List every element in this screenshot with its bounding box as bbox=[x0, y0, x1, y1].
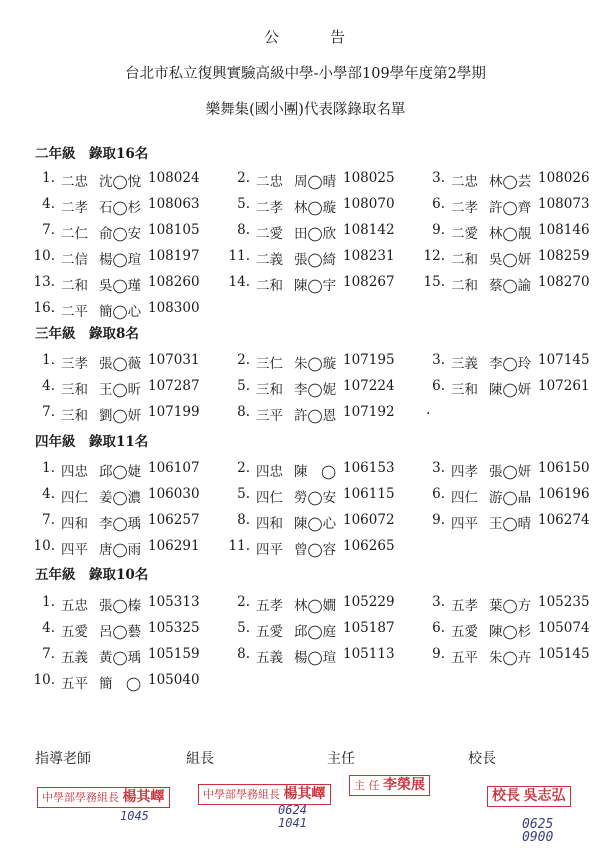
class-name: 四平 bbox=[61, 542, 88, 558]
student-id: 108105 bbox=[148, 222, 200, 238]
title-char-1: 公 bbox=[263, 28, 281, 46]
student-id: 105229 bbox=[343, 594, 395, 610]
entry-number: 1. bbox=[42, 594, 55, 610]
student-id: 105235 bbox=[538, 594, 590, 610]
class-name: 三和 bbox=[61, 408, 88, 424]
student-id: 108025 bbox=[343, 170, 395, 186]
class-name: 三和 bbox=[61, 382, 88, 398]
student-name: 勞◯安 bbox=[294, 490, 337, 506]
entry-number: 8. bbox=[237, 512, 250, 528]
student-name: 張◯妍 bbox=[489, 464, 532, 480]
student-id: 105074 bbox=[538, 620, 590, 636]
student-id: 106153 bbox=[343, 460, 395, 476]
student-id: 107287 bbox=[148, 378, 200, 394]
student-id: 106291 bbox=[148, 538, 200, 554]
entry-number: 5. bbox=[237, 196, 250, 212]
table-row bbox=[0, 378, 611, 398]
class-name: 二愛 bbox=[451, 226, 478, 242]
student-id: 105113 bbox=[343, 646, 395, 662]
student-id: 108063 bbox=[148, 196, 200, 212]
table-row bbox=[0, 248, 611, 268]
class-name: 二義 bbox=[256, 252, 283, 268]
class-name: 五愛 bbox=[61, 624, 88, 640]
signature-label-director: 主任 bbox=[327, 751, 355, 767]
student-name: 張◯薇 bbox=[99, 356, 142, 372]
entry-number: 8. bbox=[237, 646, 250, 662]
table-row bbox=[0, 486, 611, 506]
student-id: 106257 bbox=[148, 512, 200, 528]
student-id: 108260 bbox=[148, 274, 200, 290]
entry-number: 10. bbox=[33, 672, 55, 688]
grade-section-heading: 五年級 錄取10名 bbox=[35, 567, 149, 583]
student-name: 陳◯宇 bbox=[294, 278, 337, 294]
student-id: 107192 bbox=[343, 404, 395, 420]
grade-section-heading: 二年級 錄取16名 bbox=[35, 146, 149, 162]
class-name: 三和 bbox=[256, 382, 283, 398]
table-row bbox=[0, 196, 611, 216]
class-name: 二和 bbox=[451, 278, 478, 294]
class-name: 二信 bbox=[61, 252, 88, 268]
student-name: 陳◯心 bbox=[294, 516, 337, 532]
entry-number: 2. bbox=[237, 170, 250, 186]
class-name: 五愛 bbox=[451, 624, 478, 640]
entry-number: 5. bbox=[237, 378, 250, 394]
student-id: 108197 bbox=[148, 248, 200, 264]
student-id: 107199 bbox=[148, 404, 200, 420]
student-id: 108024 bbox=[148, 170, 200, 186]
student-id: 105040 bbox=[148, 672, 200, 688]
student-name: 林◯芸 bbox=[489, 174, 532, 190]
class-name: 五孝 bbox=[256, 598, 283, 614]
class-name: 五義 bbox=[256, 650, 283, 666]
student-id: 106150 bbox=[538, 460, 590, 476]
principal-handwriting bbox=[522, 818, 553, 844]
class-name: 二和 bbox=[256, 278, 283, 294]
student-name: 邱◯庭 bbox=[294, 624, 337, 640]
student-name: 石◯杉 bbox=[99, 200, 142, 216]
class-name: 五孝 bbox=[451, 598, 478, 614]
principal-handwritten-date: 0625 bbox=[522, 817, 554, 832]
table-row bbox=[0, 538, 611, 558]
class-name: 三和 bbox=[451, 382, 478, 398]
student-id: 108300 bbox=[148, 300, 200, 316]
entry-number: 2. bbox=[237, 352, 250, 368]
advisor-seal-title: 中學部學務組長 bbox=[42, 791, 119, 804]
student-id: 108231 bbox=[343, 248, 395, 264]
class-name: 二仁 bbox=[61, 226, 88, 242]
student-id: 106107 bbox=[148, 460, 200, 476]
student-name: 李◯瑀 bbox=[99, 516, 142, 532]
entry-number: 7. bbox=[42, 222, 55, 238]
class-name: 二忠 bbox=[451, 174, 478, 190]
class-name: 二和 bbox=[61, 278, 88, 294]
class-name: 四仁 bbox=[451, 490, 478, 506]
student-id: 108070 bbox=[343, 196, 395, 212]
director-seal-title: 主 任 bbox=[354, 779, 380, 792]
student-id: 106115 bbox=[343, 486, 395, 502]
class-name: 三仁 bbox=[256, 356, 283, 372]
student-name: 黃◯瑀 bbox=[99, 650, 142, 666]
entry-number: 16. bbox=[33, 300, 55, 316]
table-row bbox=[0, 300, 611, 320]
section-head-seal-title: 中學部學務組長 bbox=[203, 788, 280, 801]
student-name: 陳◯杉 bbox=[489, 624, 532, 640]
entry-number: 6. bbox=[432, 196, 445, 212]
student-name: 葉◯方 bbox=[489, 598, 532, 614]
entry-number: 15. bbox=[423, 274, 445, 290]
signature-label-principal: 校長 bbox=[468, 751, 496, 767]
student-id: 107224 bbox=[343, 378, 395, 394]
principal-seal-name: 吳志弘 bbox=[523, 788, 566, 804]
entry-number: 11. bbox=[228, 248, 250, 264]
school-term-line: 台北市私立復興實驗高級中學-小學部109學年度第2學期 bbox=[125, 66, 486, 82]
principal-seal bbox=[487, 786, 571, 807]
student-name: 簡◯心 bbox=[99, 304, 142, 320]
student-name: 王◯昕 bbox=[99, 382, 142, 398]
student-id: 106274 bbox=[538, 512, 590, 528]
student-name: 簡 ◯ bbox=[99, 676, 142, 692]
entry-number: 4. bbox=[42, 378, 55, 394]
table-row bbox=[0, 352, 611, 372]
student-name: 朱◯卉 bbox=[489, 650, 532, 666]
class-name: 四和 bbox=[256, 516, 283, 532]
student-name: 楊◯瑄 bbox=[99, 252, 142, 268]
student-id: 105187 bbox=[343, 620, 395, 636]
title-char-2: 告 bbox=[329, 28, 347, 46]
class-name: 四孝 bbox=[451, 464, 478, 480]
entry-number: 3. bbox=[432, 170, 445, 186]
advisor-seal-name: 楊其嶧 bbox=[122, 789, 165, 805]
student-name: 田◯欣 bbox=[294, 226, 337, 242]
student-id: 105313 bbox=[148, 594, 200, 610]
table-row bbox=[0, 274, 611, 294]
class-name: 四仁 bbox=[61, 490, 88, 506]
class-name: 四平 bbox=[451, 516, 478, 532]
student-name: 呂◯藝 bbox=[99, 624, 142, 640]
student-name: 陳 ◯ bbox=[294, 464, 337, 480]
class-name: 五愛 bbox=[256, 624, 283, 640]
section-head-handwritten-time: 1041 bbox=[278, 816, 307, 830]
entry-number: 3. bbox=[432, 460, 445, 476]
entry-number: 8. bbox=[237, 404, 250, 420]
class-name: 二愛 bbox=[256, 226, 283, 242]
grade-section-heading: 四年級 錄取11名 bbox=[35, 434, 149, 450]
entry-number: 10. bbox=[33, 248, 55, 264]
table-row bbox=[0, 620, 611, 640]
student-name: 林◯嫺 bbox=[294, 598, 337, 614]
student-name: 邱◯婕 bbox=[99, 464, 142, 480]
class-name: 四仁 bbox=[256, 490, 283, 506]
student-id: 106265 bbox=[343, 538, 395, 554]
student-id: 106030 bbox=[148, 486, 200, 502]
student-id: 107195 bbox=[343, 352, 395, 368]
director-seal bbox=[349, 775, 430, 796]
table-row bbox=[0, 460, 611, 480]
entry-number: 8. bbox=[237, 222, 250, 238]
student-name: 周◯晴 bbox=[294, 174, 337, 190]
signature-label-section-head: 組長 bbox=[186, 751, 214, 767]
entry-number: 9. bbox=[432, 512, 445, 528]
student-name: 林◯靚 bbox=[489, 226, 532, 242]
student-name: 李◯玲 bbox=[489, 356, 532, 372]
entry-number: 2. bbox=[237, 594, 250, 610]
student-id: 108073 bbox=[538, 196, 590, 212]
student-id: 106196 bbox=[538, 486, 590, 502]
student-name: 劉◯妍 bbox=[99, 408, 142, 424]
student-id: 107031 bbox=[148, 352, 200, 368]
student-name: 張◯綺 bbox=[294, 252, 337, 268]
entry-number: 1. bbox=[42, 170, 55, 186]
class-name: 二和 bbox=[451, 252, 478, 268]
class-name: 三義 bbox=[451, 356, 478, 372]
table-row bbox=[0, 222, 611, 242]
class-name: 四忠 bbox=[61, 464, 88, 480]
student-id: 108267 bbox=[343, 274, 395, 290]
class-name: 三孝 bbox=[61, 356, 88, 372]
entry-number: 9. bbox=[432, 222, 445, 238]
signature-label-advisor: 指導老師 bbox=[35, 751, 91, 767]
entry-number: 4. bbox=[42, 196, 55, 212]
class-name: 四忠 bbox=[256, 464, 283, 480]
student-name: 張◯榛 bbox=[99, 598, 142, 614]
student-name: 姜◯濃 bbox=[99, 490, 142, 506]
class-name: 五忠 bbox=[61, 598, 88, 614]
student-name: 吳◯瑾 bbox=[99, 278, 142, 294]
entry-number: 6. bbox=[432, 486, 445, 502]
principal-handwritten-time: 0900 bbox=[522, 830, 554, 845]
grade-section-heading: 三年級 錄取8名 bbox=[35, 326, 139, 342]
student-name: 楊◯瑄 bbox=[294, 650, 337, 666]
student-name: 李◯妮 bbox=[294, 382, 337, 398]
entry-number: 1. bbox=[42, 352, 55, 368]
table-row bbox=[0, 646, 611, 666]
stray-dot: . bbox=[426, 402, 431, 418]
entry-number: 12. bbox=[423, 248, 445, 264]
entry-number: 5. bbox=[237, 620, 250, 636]
class-name: 五義 bbox=[61, 650, 88, 666]
table-row bbox=[0, 404, 611, 424]
class-name: 二忠 bbox=[256, 174, 283, 190]
class-name: 四和 bbox=[61, 516, 88, 532]
class-name: 二忠 bbox=[61, 174, 88, 190]
student-name: 唐◯雨 bbox=[99, 542, 142, 558]
entry-number: 7. bbox=[42, 404, 55, 420]
student-id: 106072 bbox=[343, 512, 395, 528]
principal-seal-title: 校長 bbox=[492, 788, 520, 804]
entry-number: 3. bbox=[432, 352, 445, 368]
class-name: 五平 bbox=[61, 676, 88, 692]
entry-number: 10. bbox=[33, 538, 55, 554]
student-id: 108270 bbox=[538, 274, 590, 290]
student-name: 朱◯璇 bbox=[294, 356, 337, 372]
entry-number: 6. bbox=[432, 620, 445, 636]
class-name: 二孝 bbox=[451, 200, 478, 216]
section-head-seal bbox=[198, 784, 331, 805]
student-id: 107261 bbox=[538, 378, 590, 394]
entry-number: 4. bbox=[42, 486, 55, 502]
class-name: 二平 bbox=[61, 304, 88, 320]
advisor-handwriting bbox=[120, 810, 149, 823]
student-id: 108146 bbox=[538, 222, 590, 238]
entry-number: 3. bbox=[432, 594, 445, 610]
section-head-seal-name: 楊其嶧 bbox=[283, 786, 326, 802]
entry-number: 1. bbox=[42, 460, 55, 476]
class-name: 二孝 bbox=[61, 200, 88, 216]
student-id: 105325 bbox=[148, 620, 200, 636]
student-name: 許◯恩 bbox=[294, 408, 337, 424]
section-head-handwriting bbox=[278, 804, 307, 830]
student-name: 陳◯妍 bbox=[489, 382, 532, 398]
student-id: 107145 bbox=[538, 352, 590, 368]
table-row bbox=[0, 594, 611, 614]
student-name: 俞◯安 bbox=[99, 226, 142, 242]
entry-number: 2. bbox=[237, 460, 250, 476]
student-name: 游◯晶 bbox=[489, 490, 532, 506]
entry-number: 9. bbox=[432, 646, 445, 662]
student-name: 王◯晴 bbox=[489, 516, 532, 532]
student-name: 蔡◯諭 bbox=[489, 278, 532, 294]
student-name: 曾◯容 bbox=[294, 542, 337, 558]
entry-number: 14. bbox=[228, 274, 250, 290]
class-name: 四平 bbox=[256, 542, 283, 558]
class-name: 三平 bbox=[256, 408, 283, 424]
entry-number: 6. bbox=[432, 378, 445, 394]
announcement-title bbox=[0, 26, 611, 47]
student-id: 108142 bbox=[343, 222, 395, 238]
entry-number: 7. bbox=[42, 646, 55, 662]
director-seal-name: 李榮展 bbox=[383, 777, 425, 793]
list-subtitle: 樂舞集(國小團)代表隊錄取名單 bbox=[205, 102, 406, 118]
entry-number: 5. bbox=[237, 486, 250, 502]
class-name: 二孝 bbox=[256, 200, 283, 216]
advisor-seal bbox=[37, 787, 170, 808]
section-head-handwritten-date: 0624 bbox=[278, 803, 307, 817]
entry-number: 11. bbox=[228, 538, 250, 554]
table-row bbox=[0, 512, 611, 532]
student-id: 105159 bbox=[148, 646, 200, 662]
entry-number: 7. bbox=[42, 512, 55, 528]
entry-number: 4. bbox=[42, 620, 55, 636]
student-id: 105145 bbox=[538, 646, 590, 662]
entry-number: 13. bbox=[33, 274, 55, 290]
table-row bbox=[0, 170, 611, 190]
student-name: 許◯齊 bbox=[489, 200, 532, 216]
class-name: 五平 bbox=[451, 650, 478, 666]
student-name: 林◯璇 bbox=[294, 200, 337, 216]
student-name: 吳◯妍 bbox=[489, 252, 532, 268]
student-id: 108026 bbox=[538, 170, 590, 186]
advisor-handwritten-note: 1045 bbox=[120, 809, 149, 823]
table-row bbox=[0, 672, 611, 692]
student-id: 108259 bbox=[538, 248, 590, 264]
student-name: 沈◯悅 bbox=[99, 174, 142, 190]
